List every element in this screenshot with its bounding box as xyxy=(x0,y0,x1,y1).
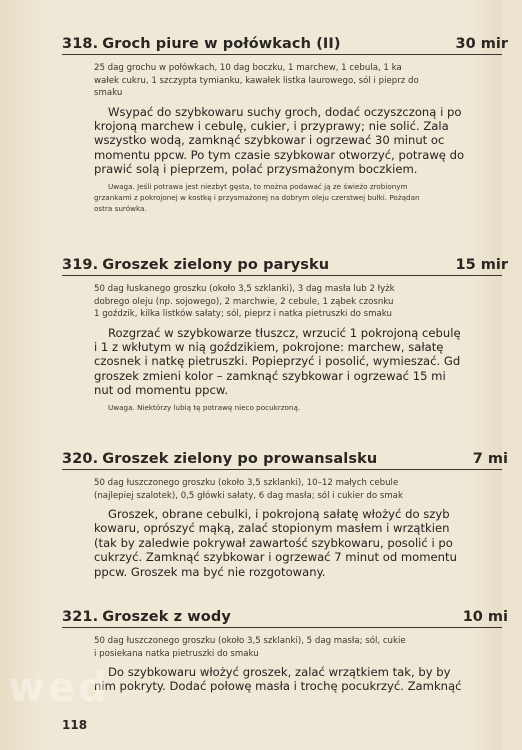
recipe-number: 320. xyxy=(62,451,99,467)
recipe-number: 321. xyxy=(62,609,99,625)
recipe-title xyxy=(62,451,377,467)
recipe-ingredients: 50 dag łuszczonego groszku (około 3,5 szklanki), 5 dag masła; sól, cukie i posiekana natka pietruszki do smaku xyxy=(94,636,406,659)
recipe-time: 15 mir xyxy=(455,257,508,273)
recipe-header xyxy=(62,609,508,628)
recipe-319 xyxy=(62,257,522,413)
recipe-header xyxy=(62,451,508,470)
recipe-321 xyxy=(62,609,522,698)
recipe-ingredients: 50 dag łuskanego groszku (około 3,5 szklanki), 3 dag masła lub 2 łyżk dobrego oleju (np. sojowego), 2 marchwie, 2 cebule, 1 ząbek czosnku 1 goździk, kilka listków sałaty; sól, pieprz i natka pietruszki do smaku xyxy=(94,284,395,319)
recipe-header xyxy=(62,257,508,276)
recipe-time: 30 mir xyxy=(455,36,508,52)
recipe-title xyxy=(62,36,341,52)
recipe-ingredients: 25 dag grochu w połówkach, 10 dag boczku, 1 marchew, 1 cebula, 1 ka wałek cukru, 1 szczypta tymianku, kawałek listka laurowego, sól i pieprz do smaku xyxy=(94,63,419,98)
recipe-note: Uwaga. Jeśli potrawa jest niezbyt gęsta, to można podawać ją ze świeżo zrobionym grzankami z pokrojonej w kostkę i przysmażonej na dobrym oleju czerstwej bułki. Pożądan ostra surówka. xyxy=(94,181,420,213)
recipe-number: 319. xyxy=(62,257,99,273)
recipe-method: Do szybkowaru włożyć groszek, zalać wrzątkiem tak, by by nim pokryty. Dodać połowę masła i trochę pocukrzyć. Zamknąć xyxy=(94,665,462,694)
recipe-title xyxy=(62,257,329,273)
page-number: 118 xyxy=(62,718,88,732)
recipe-note: Uwaga. Niektórzy lubią tę potrawę nieco pocukrzoną. xyxy=(108,402,301,412)
recipe-title xyxy=(62,609,231,625)
recipe-method: Rozgrzać w szybkowarze tłuszcz, wrzucić 1 pokrojoną cebulę i 1 z wkłutym w nią goździkiem, pokrojone: marchew, sałatę czosnek i natkę pietruszki. Popieprzyć i posolić, wymieszać. Gd groszek zmieni kolor – zamknąć szybkowar i ogrzewać 15 mi nut od momentu ppcw. xyxy=(94,325,461,398)
recipe-318 xyxy=(62,36,522,214)
recipe-time: 7 mi xyxy=(472,451,508,467)
recipe-title-text: Groszek zielony po prowansalsku xyxy=(102,451,378,467)
recipe-ingredients: 50 dag łuszczonego groszku (około 3,5 szklanki), 10–12 małych cebule (najlepiej szalotek), 0,5 główki sałaty, 6 dag masła; sól i cukier do smak xyxy=(94,478,403,501)
recipe-header xyxy=(62,36,508,55)
recipe-title-text: Groszek zielony po parysku xyxy=(102,257,330,273)
watermark: wed xyxy=(8,665,110,711)
recipe-method: Wsypać do szybkowaru suchy groch, dodać oczyszczoną i po krojoną marchew i cebulę, cukier, i przyprawy; nie solić. Zala wszystko wodą, zamknąć szybkowar i ogrzewać 30 minut oc momentu ppcw. Po tym czasie szybkowar otworzyć, potrawę do prawić solą i pieprzem, polać przysmażonym boczkiem. xyxy=(94,104,465,177)
recipe-method: Groszek, obrane cebulki, i pokrojoną sałatę włożyć do szyb kowaru, oprószyć mąką, zalać stopionym masłem i wrzątkien (tak by zaledwie pokrywał zawartość szybkowaru, posolić i po cukrzyć. Zamknąć szybkowar i ogrzewać 7 minut od momentu ppcw. Groszek ma być nie rozgotowany. xyxy=(94,507,457,579)
recipe-320 xyxy=(62,451,522,583)
recipe-title-text: Groch piure w połówkach (II) xyxy=(102,36,341,52)
recipe-time: 10 mi xyxy=(462,609,508,625)
recipe-number: 318. xyxy=(62,36,99,52)
recipe-title-text: Groszek z wody xyxy=(102,609,231,625)
